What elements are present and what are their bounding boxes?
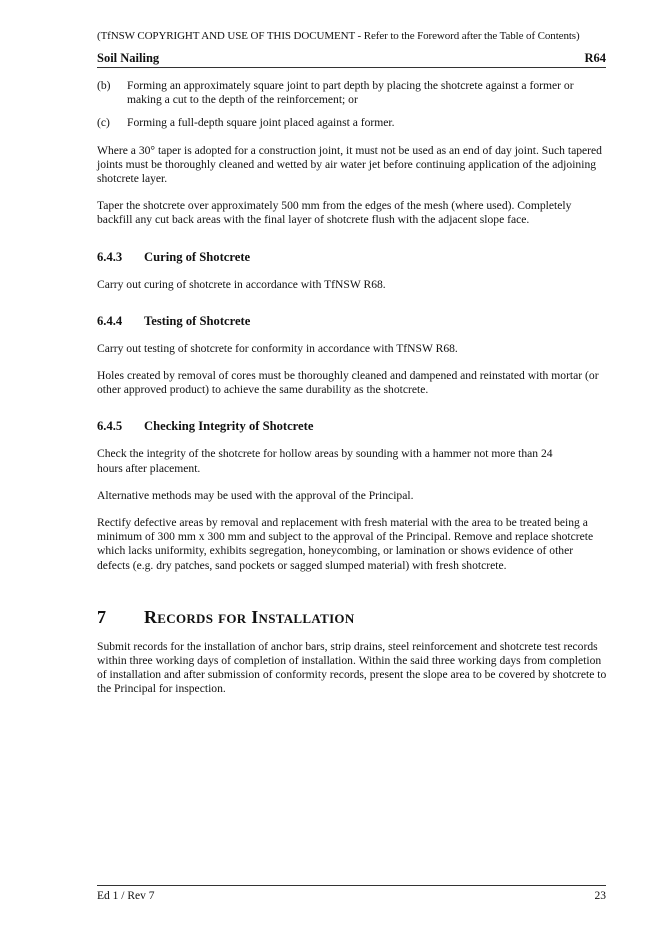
list-text: Forming a full-depth square joint placed against a former. [127, 116, 395, 130]
page-number: 23 [594, 890, 606, 902]
running-header [97, 51, 606, 67]
page-footer [97, 889, 606, 903]
section-number: 6.4.3 [97, 249, 123, 264]
header-rule [97, 67, 606, 68]
section-title: Checking Integrity of Shotcrete [144, 419, 314, 434]
page-content [97, 79, 607, 710]
paragraph: Rectify defective areas by removal and replacement with fresh material with the area to be treated being a minimum of 300 mm x 300 mm and subject to the approval of the Principal. Remove and replace shotcrete which lacks uniformity, exhibits segregation, honeycombing, or lamination or shows evidence of other defects (e.g. dry patches, sand pockets or sagged slumped material) with fresh shotcrete. [97, 516, 594, 572]
document-title: Soil Nailing [97, 51, 160, 65]
spec-code: R64 [584, 51, 606, 65]
list-item [97, 116, 607, 130]
list-item [97, 79, 607, 107]
section-number: 6.4.5 [97, 419, 123, 434]
list-marker: (b) [97, 79, 111, 92]
section-heading-6-4-4 [97, 314, 607, 329]
paragraph: Submit records for the installation of anchor bars, strip drains, steel reinforcement and shotcrete test records within three working days of completion of installation. Within the said three working days from completion of installation and after submission of conformity records, present the slope area to be covered by shotcrete to the Principal for inspection. [97, 639, 607, 696]
edition-label: Ed 1 / Rev 7 [97, 890, 155, 902]
list-marker: (c) [97, 116, 110, 130]
section-heading-6-4-5 [97, 419, 607, 434]
section-title: Testing of Shotcrete [144, 313, 251, 328]
paragraph: Check the integrity of the shotcrete for hollow areas by sounding with a hammer not more than 24 hours after placement. [97, 447, 553, 475]
list-text: Forming an approximately square joint to part depth by placing the shotcrete against a former or making a cut to the depth of the reinforcement; or [127, 79, 574, 107]
paragraph: Where a 30° taper is adopted for a construction joint, it must not be used as an end of day joint. Such tapered joints must be thoroughly cleaned and wetted by air water jet before continuing application of the adjoining shotcrete layer. [97, 143, 602, 186]
section-heading-7 [97, 606, 607, 628]
paragraph: Carry out testing of shotcrete for conformity in accordance with TfNSW R68. [97, 341, 458, 355]
section-title: Records for Installation [144, 606, 355, 627]
paragraph: Holes created by removal of cores must be thoroughly cleaned and dampened and reinstated with mortar (or other approved product) to achieve the same durability as the shotcrete. [97, 369, 599, 397]
paragraph: Alternative methods may be used with the approval of the Principal. [97, 488, 414, 502]
section-number: 6.4.4 [97, 313, 123, 328]
paragraph: Taper the shotcrete over approximately 500 mm from the edges of the mesh (where used). Completely backfill any cut back areas with the final layer of shotcrete flush with the adjacent slope face. [97, 199, 572, 227]
section-number: 7 [97, 606, 106, 627]
section-title: Curing of Shotcrete [144, 249, 251, 264]
paragraph: Carry out curing of shotcrete in accordance with TfNSW R68. [97, 277, 386, 291]
copyright-notice: (TfNSW COPYRIGHT AND USE OF THIS DOCUMENT - Refer to the Foreword after the Table of Contents) [97, 30, 580, 42]
section-heading-6-4-3 [97, 250, 607, 265]
footer-rule [97, 885, 606, 886]
